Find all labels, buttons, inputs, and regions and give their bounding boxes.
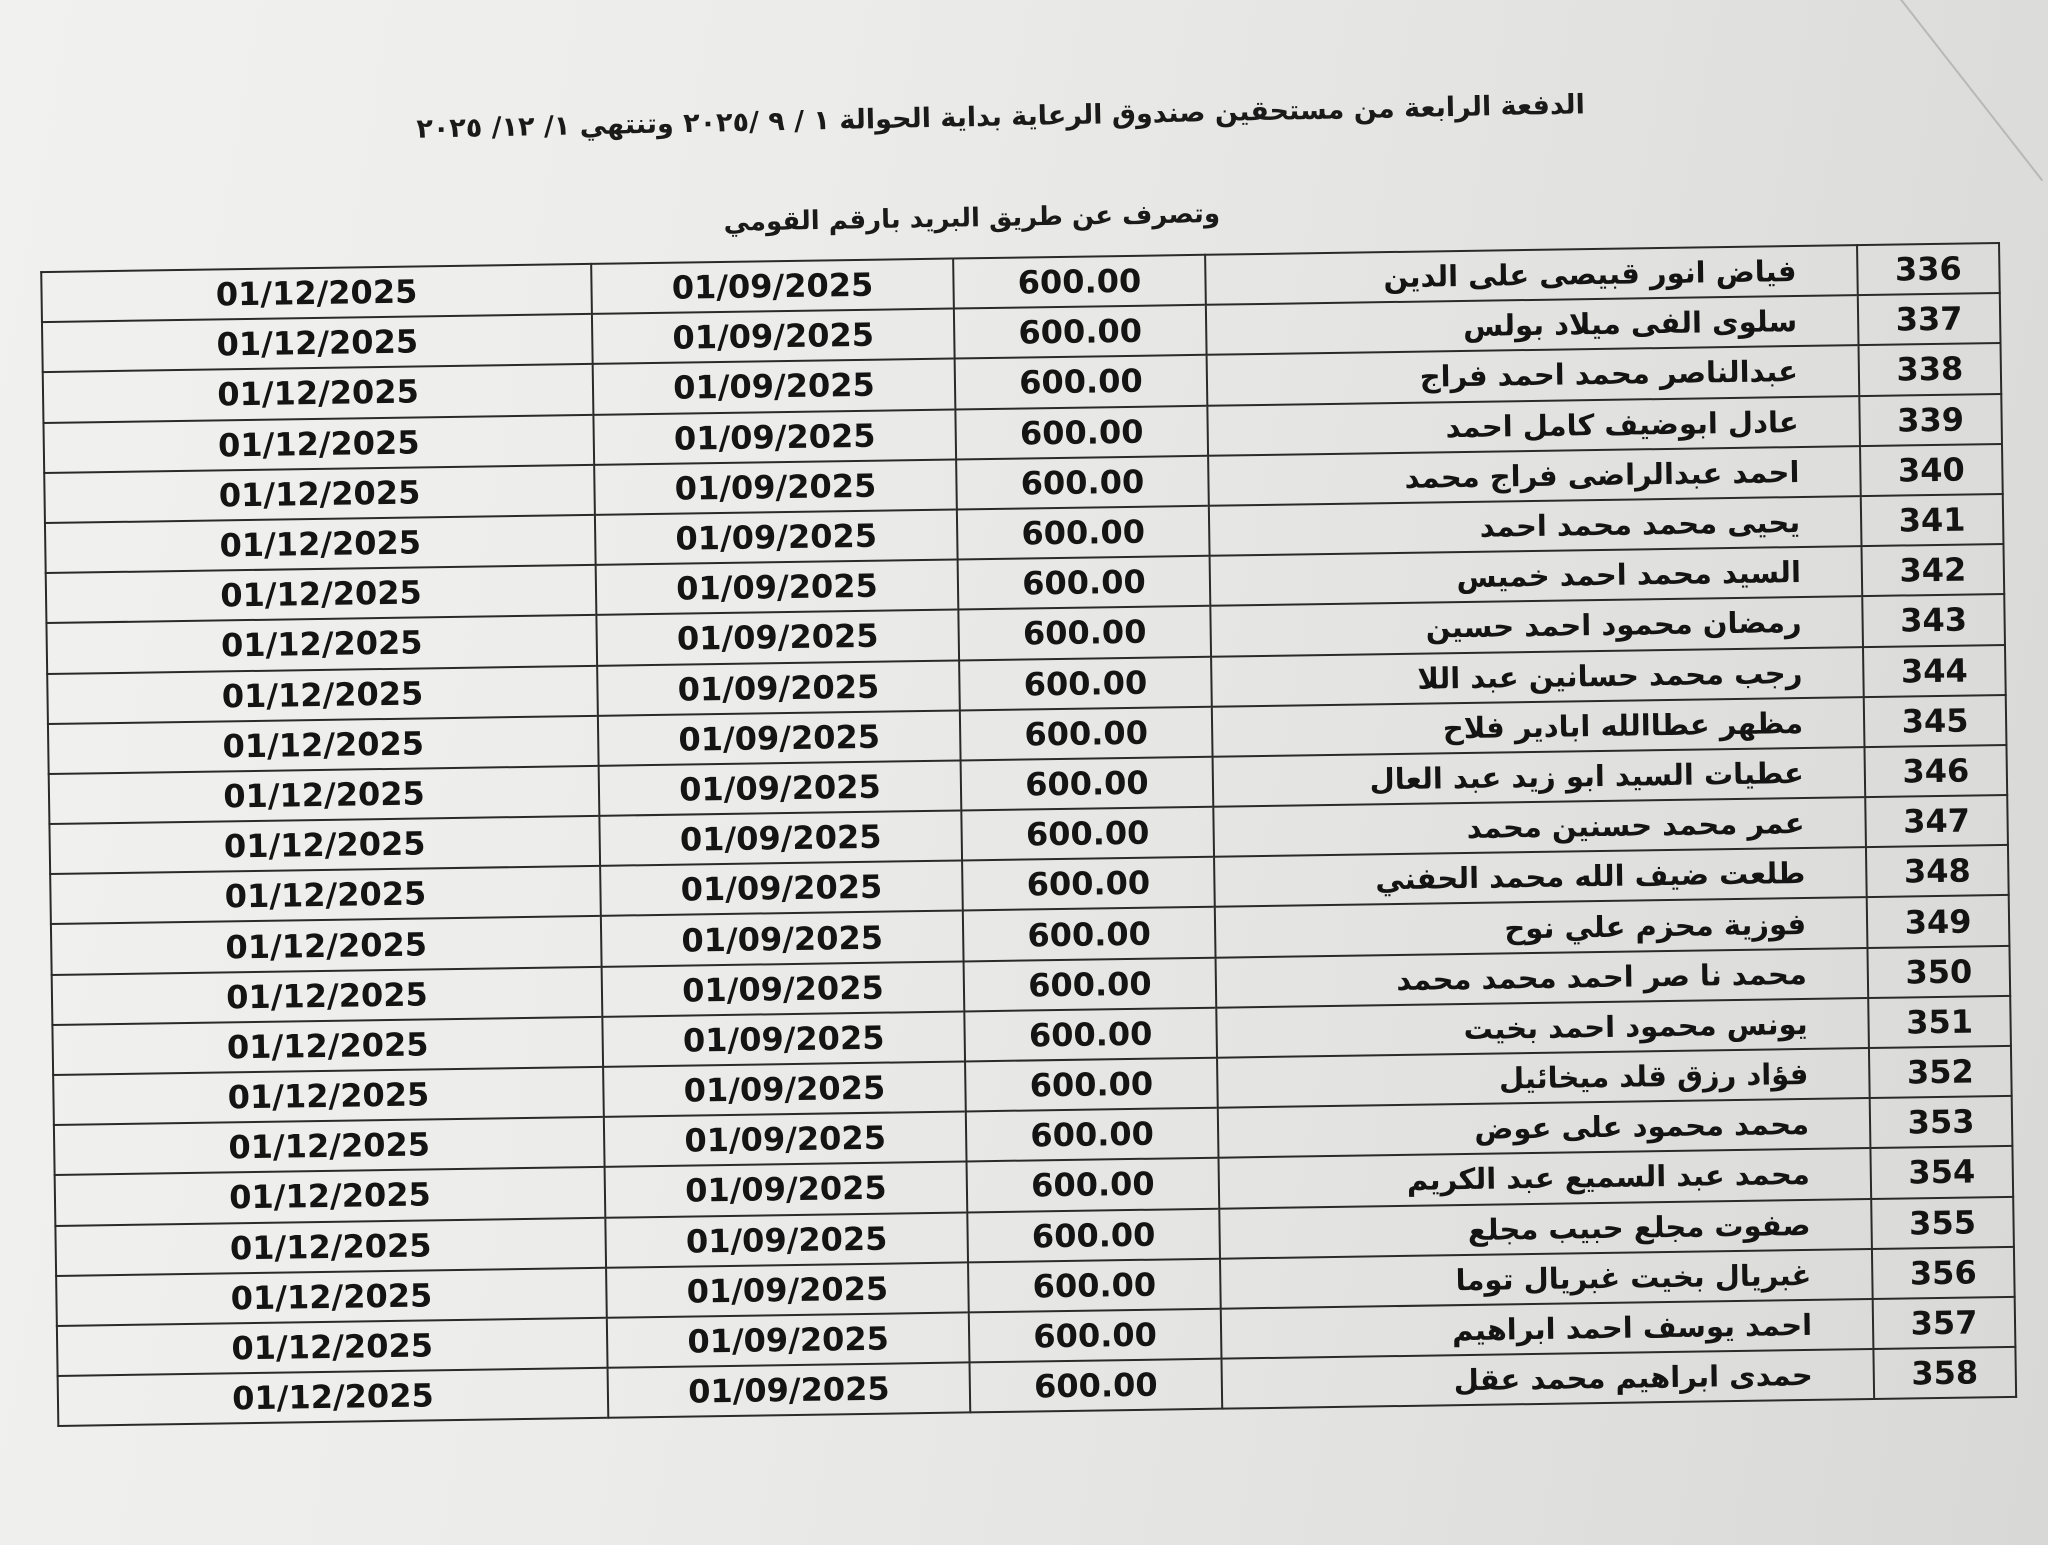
paper-fold-line bbox=[1900, 0, 2043, 181]
start-date-cell-text: 01/09/2025 bbox=[684, 1169, 887, 1211]
start-date-cell-text: 01/09/2025 bbox=[672, 366, 876, 408]
start-date-cell-text: 01/09/2025 bbox=[687, 1319, 890, 1361]
amount-cell bbox=[962, 857, 1215, 911]
end-date-cell bbox=[41, 264, 592, 322]
amount-cell-text: 600.00 bbox=[1019, 412, 1144, 453]
start-date-cell bbox=[597, 660, 960, 716]
end-date-cell-text: 01/12/2025 bbox=[225, 924, 428, 966]
end-date-cell-text: 01/12/2025 bbox=[220, 573, 423, 615]
amount-cell bbox=[960, 706, 1213, 760]
beneficiary-name-cell-text: رمضان محمود احمد حسين bbox=[1425, 605, 1802, 645]
amount-cell bbox=[967, 1208, 1220, 1262]
amount-cell-text: 600.00 bbox=[1030, 1165, 1155, 1205]
amount-cell bbox=[959, 656, 1212, 710]
amount-cell-text: 600.00 bbox=[1018, 312, 1143, 352]
end-date-cell bbox=[49, 816, 600, 874]
end-date-cell-text: 01/12/2025 bbox=[217, 372, 420, 414]
end-date-cell-text: 01/12/2025 bbox=[227, 1075, 430, 1117]
end-date-cell bbox=[44, 465, 595, 523]
end-date-cell-text: 01/12/2025 bbox=[215, 272, 418, 314]
amount-cell bbox=[956, 456, 1209, 510]
beneficiary-name-cell-text: محمد محمود على عوض bbox=[1474, 1107, 1810, 1147]
end-date-cell-text: 01/12/2025 bbox=[219, 523, 422, 565]
start-date-cell-text: 01/09/2025 bbox=[674, 466, 877, 508]
start-date-cell bbox=[601, 911, 964, 967]
amount-cell bbox=[967, 1158, 1220, 1212]
row-number-cell bbox=[1871, 1196, 2014, 1248]
row-number-cell-text: 337 bbox=[1895, 299, 1963, 339]
row-number-cell bbox=[1870, 1146, 2013, 1198]
end-date-cell-text: 01/12/2025 bbox=[231, 1326, 434, 1368]
start-date-cell bbox=[608, 1363, 971, 1419]
amount-cell-text: 600.00 bbox=[1033, 1365, 1158, 1406]
start-date-cell bbox=[599, 811, 962, 867]
end-date-cell-text: 01/12/2025 bbox=[229, 1226, 432, 1268]
start-date-cell bbox=[595, 509, 958, 565]
amount-cell-text: 600.00 bbox=[1031, 1215, 1156, 1256]
end-date-cell bbox=[46, 565, 597, 623]
amount-cell-text: 600.00 bbox=[1024, 713, 1149, 754]
beneficiary-name-cell-text: صفوت مجلع حبيب مجلع bbox=[1467, 1207, 1811, 1247]
end-date-cell bbox=[56, 1268, 607, 1326]
amount-cell-text: 600.00 bbox=[1028, 1014, 1153, 1055]
row-number-cell bbox=[1864, 695, 2007, 747]
start-date-cell bbox=[605, 1212, 968, 1268]
start-date-cell bbox=[603, 1061, 966, 1117]
end-date-cell bbox=[53, 1067, 604, 1125]
start-date-cell bbox=[602, 1011, 965, 1067]
beneficiary-name-cell-text: غبريال بخيت غبريال توما bbox=[1455, 1257, 1812, 1298]
row-number-cell-text: 347 bbox=[1902, 801, 1971, 841]
end-date-cell bbox=[51, 916, 602, 974]
row-number-cell bbox=[1872, 1247, 2015, 1299]
end-date-cell-text: 01/12/2025 bbox=[221, 674, 424, 716]
beneficiary-name-cell-text: مظهر عطاالله ابادير فلاح bbox=[1442, 705, 1804, 746]
amount-cell bbox=[957, 506, 1210, 560]
amount-cell bbox=[961, 757, 1214, 811]
amount-cell-text: 600.00 bbox=[1024, 763, 1149, 804]
row-number-cell bbox=[1865, 795, 2008, 847]
start-date-cell bbox=[596, 610, 959, 666]
beneficiary-name-cell bbox=[1221, 1349, 1874, 1409]
start-date-cell bbox=[602, 961, 965, 1017]
end-date-cell bbox=[55, 1217, 606, 1275]
amount-cell bbox=[955, 405, 1208, 459]
end-date-cell bbox=[55, 1167, 606, 1225]
row-number-cell-text: 355 bbox=[1908, 1203, 1977, 1243]
row-number-cell bbox=[1870, 1096, 2013, 1148]
row-number-cell-text: 358 bbox=[1911, 1353, 1979, 1393]
amount-cell-text: 600.00 bbox=[1025, 813, 1150, 854]
start-date-cell bbox=[591, 259, 954, 315]
start-date-cell-text: 01/09/2025 bbox=[685, 1219, 888, 1261]
start-date-cell bbox=[600, 861, 963, 917]
row-number-cell-text: 354 bbox=[1908, 1152, 1976, 1192]
beneficiaries-table-wrapper bbox=[40, 242, 2017, 1427]
row-number-cell bbox=[1860, 444, 2003, 496]
start-date-cell-text: 01/09/2025 bbox=[682, 1018, 885, 1060]
amount-cell-text: 600.00 bbox=[1020, 462, 1145, 503]
row-number-cell-text: 340 bbox=[1897, 450, 1966, 490]
start-date-cell-text: 01/09/2025 bbox=[687, 1369, 890, 1411]
end-date-cell-text: 01/12/2025 bbox=[222, 724, 425, 766]
beneficiary-name-cell-text: عبدالناصر محمد احمد فراج bbox=[1419, 354, 1799, 395]
end-date-cell bbox=[50, 866, 601, 924]
row-number-cell-text: 344 bbox=[1900, 651, 1969, 691]
row-number-cell bbox=[1873, 1347, 2016, 1399]
row-number-cell-text: 342 bbox=[1899, 550, 1967, 590]
start-date-cell-text: 01/09/2025 bbox=[675, 566, 879, 608]
start-date-cell-text: 01/09/2025 bbox=[681, 918, 884, 960]
beneficiary-name-cell-text: سلوى الفى ميلاد بولس bbox=[1462, 304, 1798, 344]
document-title: الدفعة الرابعة من مستحقين صندوق الرعاية بداية الحوالة ١ / ٩ /٢٠٢٥ وتنتهي ١/ ١٢/ ٢٠٢٥ bbox=[416, 89, 1586, 145]
start-date-cell-text: 01/09/2025 bbox=[680, 867, 883, 909]
start-date-cell bbox=[593, 409, 956, 465]
beneficiary-name-cell-text: عمر محمد حسنين محمد bbox=[1466, 806, 1805, 846]
amount-cell-text: 600.00 bbox=[1023, 663, 1148, 704]
beneficiary-name-cell-text: احمد يوسف احمد ابراهيم bbox=[1451, 1307, 1813, 1348]
end-date-cell bbox=[49, 766, 600, 824]
amount-cell bbox=[958, 606, 1211, 660]
row-number-cell bbox=[1857, 243, 2000, 295]
end-date-cell bbox=[47, 665, 598, 723]
end-date-cell bbox=[52, 1017, 603, 1075]
row-number-cell-text: 348 bbox=[1903, 851, 1971, 891]
amount-cell-text: 600.00 bbox=[1026, 864, 1151, 904]
start-date-cell-text: 01/09/2025 bbox=[671, 265, 874, 307]
beneficiary-name-cell-text: عطيات السيد ابو زيد عبد العال bbox=[1369, 755, 1805, 797]
end-date-cell-text: 01/12/2025 bbox=[224, 874, 427, 916]
start-date-cell-text: 01/09/2025 bbox=[684, 1118, 887, 1160]
row-number-cell-text: 356 bbox=[1909, 1253, 1977, 1293]
end-date-cell-text: 01/12/2025 bbox=[230, 1276, 433, 1318]
amount-cell-text: 600.00 bbox=[1017, 261, 1142, 302]
beneficiary-name-cell-text: فوزية محزم علي نوح bbox=[1504, 906, 1807, 945]
amount-cell bbox=[961, 807, 1214, 861]
amount-cell bbox=[964, 1008, 1217, 1062]
start-date-cell-text: 01/09/2025 bbox=[678, 767, 881, 809]
amount-cell-text: 600.00 bbox=[1032, 1265, 1157, 1306]
beneficiary-name-cell-text: محمد نا صر احمد محمد محمد bbox=[1396, 956, 1808, 997]
table-body bbox=[41, 243, 2016, 1426]
start-date-cell-text: 01/09/2025 bbox=[677, 667, 880, 709]
start-date-cell-text: 01/09/2025 bbox=[675, 516, 878, 558]
amount-cell bbox=[969, 1309, 1222, 1363]
row-number-cell bbox=[1873, 1297, 2016, 1349]
end-date-cell-text: 01/12/2025 bbox=[223, 824, 426, 866]
row-number-cell bbox=[1867, 946, 2010, 998]
end-date-cell bbox=[54, 1117, 605, 1175]
row-number-cell bbox=[1863, 644, 2006, 696]
start-date-cell bbox=[599, 760, 962, 816]
end-date-cell-text: 01/12/2025 bbox=[226, 1025, 429, 1067]
end-date-cell-text: 01/12/2025 bbox=[225, 975, 429, 1017]
row-number-cell bbox=[1862, 594, 2005, 646]
amount-cell-text: 600.00 bbox=[1033, 1315, 1158, 1356]
beneficiaries-table bbox=[40, 242, 2017, 1427]
start-date-cell bbox=[607, 1312, 970, 1368]
row-number-cell bbox=[1858, 293, 2001, 345]
start-date-cell bbox=[604, 1112, 967, 1168]
end-date-cell-text: 01/12/2025 bbox=[231, 1376, 434, 1418]
row-number-cell bbox=[1861, 544, 2004, 596]
row-number-cell bbox=[1867, 895, 2010, 947]
start-date-cell-text: 01/09/2025 bbox=[681, 968, 884, 1010]
end-date-cell bbox=[43, 414, 594, 472]
amount-cell bbox=[955, 355, 1208, 409]
end-date-cell-text: 01/12/2025 bbox=[217, 423, 420, 465]
beneficiary-name-cell-text: يونس محمود احمد بخيت bbox=[1463, 1006, 1808, 1046]
start-date-cell-text: 01/09/2025 bbox=[676, 617, 879, 659]
document-subtitle: وتصرف عن طريق البريد بارقم القومي bbox=[723, 198, 1221, 238]
row-number-cell bbox=[1864, 745, 2007, 797]
start-date-cell-text: 01/09/2025 bbox=[673, 416, 876, 458]
row-number-cell bbox=[1859, 394, 2002, 446]
row-number-cell-text: 346 bbox=[1902, 751, 1970, 791]
start-date-cell bbox=[592, 309, 955, 365]
beneficiary-name-cell-text: حمدى ابراهيم محمد عقل bbox=[1453, 1358, 1814, 1398]
start-date-cell bbox=[605, 1162, 968, 1218]
row-number-cell-text: 343 bbox=[1899, 600, 1968, 640]
amount-cell bbox=[963, 907, 1216, 961]
end-date-cell bbox=[46, 615, 597, 673]
amount-cell-text: 600.00 bbox=[1027, 914, 1152, 955]
beneficiary-name-cell-text: رجب محمد حسانين عبد اللا bbox=[1417, 655, 1803, 696]
start-date-cell bbox=[593, 359, 956, 415]
amount-cell bbox=[970, 1359, 1223, 1413]
end-date-cell-text: 01/12/2025 bbox=[216, 322, 419, 364]
amount-cell bbox=[954, 305, 1207, 359]
end-date-cell bbox=[52, 966, 603, 1024]
amount-cell-text: 600.00 bbox=[1018, 362, 1143, 403]
end-date-cell bbox=[43, 364, 594, 422]
row-number-cell-text: 339 bbox=[1896, 400, 1965, 440]
end-date-cell-text: 01/12/2025 bbox=[228, 1125, 431, 1167]
amount-cell-text: 600.00 bbox=[1021, 562, 1146, 603]
amount-cell bbox=[968, 1258, 1221, 1312]
row-number-cell-text: 338 bbox=[1896, 350, 1964, 390]
start-date-cell bbox=[598, 710, 961, 766]
beneficiary-name-cell-text: فؤاد رزق قلد ميخائيل bbox=[1498, 1057, 1809, 1096]
amount-cell bbox=[953, 255, 1206, 309]
amount-cell-text: 600.00 bbox=[1029, 1064, 1154, 1105]
row-number-cell-text: 349 bbox=[1904, 902, 1972, 942]
row-number-cell bbox=[1859, 343, 2002, 395]
amount-cell-text: 600.00 bbox=[1027, 964, 1152, 1005]
row-number-cell-text: 351 bbox=[1905, 1002, 1974, 1042]
end-date-cell bbox=[48, 716, 599, 774]
amount-cell bbox=[964, 957, 1217, 1011]
row-number-cell bbox=[1866, 845, 2009, 897]
beneficiary-name-cell-text: السيد محمد احمد خميس bbox=[1456, 555, 1802, 595]
amount-cell bbox=[966, 1108, 1219, 1162]
end-date-cell bbox=[42, 314, 593, 372]
beneficiary-name-cell-text: يحيى محمد محمد احمد bbox=[1479, 505, 1801, 544]
row-number-cell bbox=[1868, 996, 2011, 1048]
start-date-cell bbox=[606, 1262, 969, 1318]
beneficiary-name-cell-text: عادل ابوضيف كامل احمد bbox=[1445, 404, 1799, 444]
row-number-cell bbox=[1861, 494, 2004, 546]
end-date-cell-text: 01/12/2025 bbox=[218, 473, 421, 515]
start-date-cell-text: 01/09/2025 bbox=[686, 1269, 889, 1311]
start-date-cell-text: 01/09/2025 bbox=[679, 817, 882, 859]
beneficiary-name-cell-text: طلعت ضيف الله محمد الحفني bbox=[1375, 856, 1806, 897]
beneficiary-name-cell-text: فياض انور قبيصى على الدين bbox=[1383, 254, 1797, 295]
end-date-cell bbox=[45, 515, 596, 573]
start-date-cell-text: 01/09/2025 bbox=[672, 315, 875, 357]
row-number-cell-text: 350 bbox=[1905, 952, 1973, 992]
amount-cell-text: 600.00 bbox=[1022, 613, 1147, 653]
row-number-cell-text: 345 bbox=[1901, 701, 1969, 741]
end-date-cell-text: 01/12/2025 bbox=[228, 1175, 431, 1217]
row-number-cell bbox=[1869, 1046, 2012, 1098]
amount-cell bbox=[965, 1058, 1218, 1112]
amount-cell-text: 600.00 bbox=[1021, 512, 1146, 553]
beneficiary-name-cell-text: محمد عبد السميع عبد الكريم bbox=[1406, 1157, 1811, 1198]
end-date-cell-text: 01/12/2025 bbox=[220, 623, 423, 665]
row-number-cell-text: 353 bbox=[1907, 1102, 1975, 1142]
amount-cell bbox=[958, 556, 1211, 610]
row-number-cell-text: 341 bbox=[1898, 500, 1966, 540]
end-date-cell-text: 01/12/2025 bbox=[222, 774, 426, 816]
start-date-cell bbox=[594, 459, 957, 515]
start-date-cell bbox=[596, 560, 959, 616]
row-number-cell-text: 336 bbox=[1894, 249, 1963, 289]
beneficiary-name-cell-text: احمد عبدالراضى فراج محمد bbox=[1404, 454, 1800, 495]
amount-cell-text: 600.00 bbox=[1030, 1114, 1155, 1155]
start-date-cell-text: 01/09/2025 bbox=[678, 717, 881, 759]
row-number-cell-text: 352 bbox=[1906, 1052, 1974, 1092]
end-date-cell bbox=[57, 1318, 608, 1376]
row-number-cell-text: 357 bbox=[1910, 1303, 1978, 1343]
end-date-cell bbox=[58, 1368, 609, 1426]
start-date-cell-text: 01/09/2025 bbox=[683, 1068, 886, 1110]
